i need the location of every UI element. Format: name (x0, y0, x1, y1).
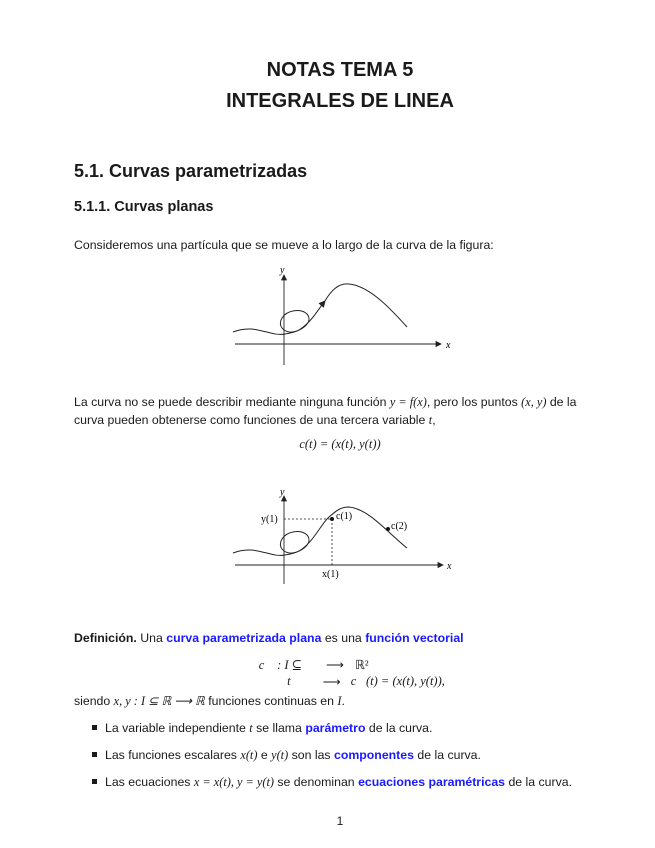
definition-label: Definición. (74, 631, 137, 645)
x-axis-label: x (447, 561, 452, 572)
bullet-text: Las ecuaciones (105, 775, 194, 789)
bullet-text: de la curva. (413, 748, 481, 762)
list-item (92, 721, 432, 736)
curve-path-1 (233, 301, 325, 334)
term-componentes: componentes (334, 748, 414, 762)
math-xt: x(t) (240, 748, 258, 762)
x-axis-label: x (446, 340, 451, 351)
math-xy: (x, y) (521, 395, 547, 409)
definition-text: Una (136, 631, 167, 645)
siendo-text: . (341, 694, 345, 708)
list-item (92, 775, 572, 790)
bullet-text: son las (288, 748, 334, 762)
math-I: I (337, 694, 342, 708)
term-curva-parametrizada: curva parametrizada plana (166, 631, 322, 645)
point-c2 (386, 527, 390, 531)
subsection-heading: 5.1.1. Curvas planas (74, 199, 214, 215)
term-funcion-vectorial: función vectorial (365, 631, 464, 645)
definition-text: es una (321, 631, 366, 645)
intro-paragraph: Consideremos una partícula que se mueve a lo largo de la curva de la figura: (74, 238, 494, 252)
mapping-row2-arrow: ⟶ (322, 675, 341, 689)
mapping-block (240, 657, 470, 691)
bullet-text: de la curva. (505, 775, 573, 789)
math-xy-mapping: x, y : I ⊆ ℝ ⟶ ℝ (113, 694, 205, 708)
mapping-row1-right: ℝ² (355, 658, 369, 672)
bullet-square-icon (92, 725, 97, 730)
bullet-text: de la curva. (365, 721, 433, 735)
term-ecuaciones-parametricas: ecuaciones paramétricas (358, 775, 506, 789)
label-c2: c(2) (391, 521, 408, 532)
equation-ct: c(t) = (x(t), y(t)) (299, 437, 381, 451)
definition (74, 629, 614, 647)
paragraph-2-text: de la (546, 395, 577, 409)
math-y-fx: y = f(x) (389, 395, 427, 409)
bullet-text: se llama (252, 721, 306, 735)
curve-path-2 (233, 507, 407, 555)
paragraph-2-text: , pero los puntos (426, 395, 522, 409)
mapping-row1-left: c⃗ : I ⊆ ℝ (258, 658, 315, 672)
point-c1 (330, 517, 334, 521)
siendo-text: siendo (74, 694, 114, 708)
math-parametric-eqs: x = x(t), y = y(t) (193, 775, 274, 789)
bullet-square-icon (92, 752, 97, 757)
figure-curve-2 (225, 484, 460, 584)
paragraph-2-text: , (432, 413, 436, 427)
y-axis-label: y (280, 265, 285, 276)
curve-path-1b (325, 284, 407, 327)
paragraph-2-text: La curva no se puede describir mediante ninguna función (74, 395, 390, 409)
paragraph-2 (74, 393, 614, 429)
bullet-text: se denominan (273, 775, 359, 789)
section-heading: 5.1. Curvas parametrizadas (74, 161, 308, 181)
bullet-text: Las funciones escalares (105, 748, 241, 762)
bullet-square-icon (92, 779, 97, 784)
label-c1: c(1) (336, 511, 353, 522)
label-x1: x(1) (322, 569, 339, 580)
math-t: t (249, 721, 253, 735)
paragraph-2-text: curva pueden obtenerse como funciones de una tercera variable (74, 413, 429, 427)
siendo-line (74, 692, 614, 710)
mapping-row2-left: t (287, 674, 291, 688)
mapping-row1-arrow: ⟶ (326, 658, 344, 672)
list-item (92, 748, 481, 763)
math-t: t (428, 413, 433, 427)
bullet-text: La variable independiente (105, 721, 250, 735)
document-title-line1: NOTAS TEMA 5 (266, 59, 414, 81)
figure-curve-1 (225, 263, 455, 368)
label-y1: y(1) (261, 514, 278, 525)
bullet-text: e (257, 748, 272, 762)
page-number: 1 (336, 814, 344, 828)
mapping-row2-right: c⃗(t) = (x(t), y(t)), (350, 674, 445, 688)
math-yt: y(t) (271, 748, 289, 762)
term-parametro: parámetro (305, 721, 366, 735)
document-title-line2: INTEGRALES DE LINEA (226, 90, 454, 112)
y-axis-label: y (280, 487, 285, 498)
siendo-text: funciones continuas en (204, 694, 338, 708)
